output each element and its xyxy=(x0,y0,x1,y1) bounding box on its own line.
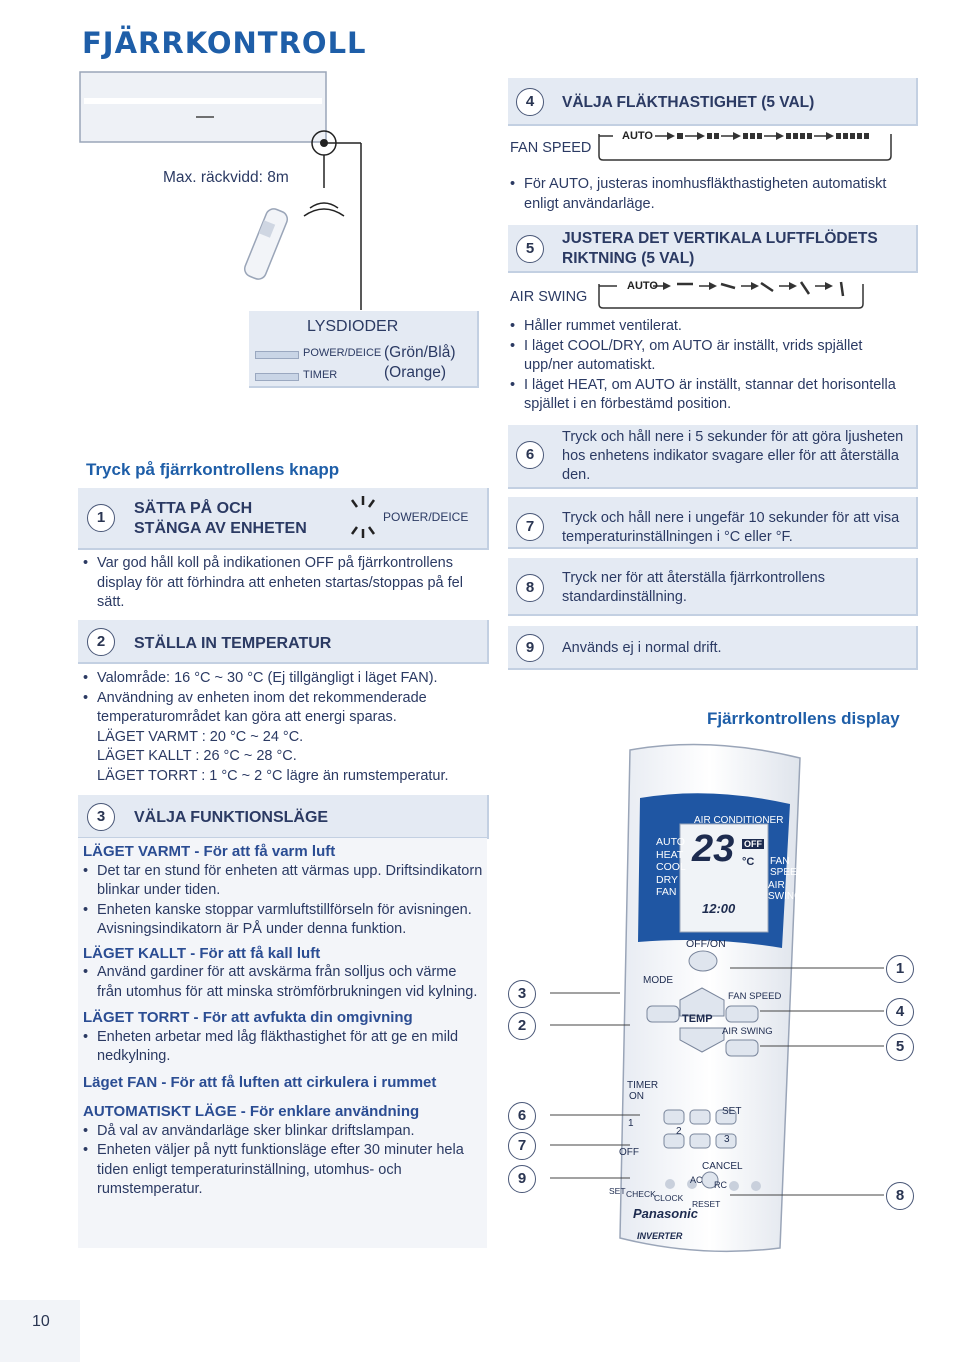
heat-bullet-1: • Det tar en stund för enheten att värmas upp. Driftsindikatorn blinkar under tiden. xyxy=(83,862,483,901)
remote-check-label: CHECK xyxy=(626,1189,656,1199)
remote-air-swing-indicator: AIR SWING xyxy=(768,880,802,902)
remote-temperature: 23 xyxy=(692,828,735,870)
heat-bullet-2: • Enheten kanske stoppar varmluftstillförseln för avisningen. Avisningsindikatorn är PÅ under denna funktion. xyxy=(83,901,483,940)
remote-modes xyxy=(656,836,690,899)
section2-heading: STÄLLA IN TEMPERATUR xyxy=(134,635,332,652)
cool-mode-title: LÄGET KALLT - För att få kall luft xyxy=(83,944,321,962)
section5-bullet-3: • I läget HEAT, om AUTO är inställt, stannar det horisontella spjället i en förbestämd position. xyxy=(510,376,915,415)
section1-bullets xyxy=(83,554,483,613)
power-led-icon xyxy=(255,351,299,359)
section2-dry-range: LÄGET TORRT : 1 °C ~ 2 °C lägre än rumstemperatur. xyxy=(97,767,449,784)
callout-3: 3 xyxy=(508,980,536,1008)
air-swing-label: AIR SWING xyxy=(510,289,588,305)
section6-number: 6 xyxy=(516,441,544,469)
remote-reset-label: RESET xyxy=(692,1199,721,1209)
heat-mode-title: LÄGET VARMT - För att få varm luft xyxy=(83,843,336,860)
air-swing-auto: AUTO xyxy=(627,280,658,292)
remote-fan-speed-indicator: FAN SPEED xyxy=(770,856,804,878)
page-number: 10 xyxy=(32,1313,50,1330)
remote-temp-label: TEMP xyxy=(682,1013,713,1025)
display-heading: Fjärrkontrollens display xyxy=(707,709,900,728)
section2-bullets xyxy=(83,669,483,786)
remote-timer-label: TIMER xyxy=(627,1080,659,1091)
section3-number: 3 xyxy=(87,803,115,831)
callout-5: 5 xyxy=(886,1033,914,1061)
remote-clock-label: CLOCK xyxy=(654,1193,684,1203)
remote-inverter: INVERTER xyxy=(637,1231,683,1241)
section7-text: Tryck och håll nere i ungefär 10 sekunder för att visa temperaturinställningen i °C eller °F. xyxy=(562,510,900,545)
page-title: FJÄRRKONTROLL xyxy=(82,26,367,60)
section2-cool-range: LÄGET KALLT : 26 °C ~ 28 °C. xyxy=(97,748,297,764)
mode-fan: FAN xyxy=(656,886,677,898)
remote-timer-1: 1 xyxy=(628,1118,634,1129)
callout-2: 2 xyxy=(508,1012,536,1040)
remote-timer-on: ON xyxy=(629,1091,644,1102)
section5-bullet-1: • Håller rummet ventilerat. xyxy=(510,317,915,337)
range-label: Max. räckvidd: 8m xyxy=(163,169,289,186)
section4-number: 4 xyxy=(516,88,544,116)
section3-bullets xyxy=(83,838,483,1200)
power-button-icon xyxy=(346,494,380,540)
mode-dry: DRY xyxy=(656,873,678,886)
remote-timer-3: 3 xyxy=(724,1134,730,1145)
remote-set-label: SET xyxy=(722,1106,742,1117)
section2-bullet-2: • Användning av enheten inom det rekommenderade temperaturområdet kan göra att energi sparas. xyxy=(83,689,483,728)
section8-text: Tryck ner för att återställa fjärrkontrollens standardinställning. xyxy=(562,570,825,605)
section5-heading-1: JUSTERA DET VERTIKALA LUFTFLÖDETS xyxy=(562,230,878,247)
callout-4: 4 xyxy=(886,998,914,1026)
section5-number: 5 xyxy=(516,235,544,263)
auto-mode-title: AUTOMATISKT LÄGE - För enklare användning xyxy=(83,1103,420,1120)
fan-mode-title: Läget FAN - För att få luften att cirkulera i rummet xyxy=(83,1073,437,1091)
section4-heading: VÄLJA FLÄKTHASTIGHET (5 VAL) xyxy=(562,94,815,111)
section2-bullet-1: • Valområde: 16 °C ~ 30 °C (Ej tillgängligt i läget FAN). xyxy=(83,669,483,689)
remote-rc-label: RC xyxy=(714,1180,727,1190)
callout-1: 1 xyxy=(886,955,914,983)
section1-button-label: POWER/DEICE xyxy=(383,510,469,524)
remote-cancel-label: CANCEL xyxy=(702,1161,743,1172)
fan-speed-auto: AUTO xyxy=(622,130,653,142)
callout-7: 7 xyxy=(508,1132,536,1160)
section9-number: 9 xyxy=(516,634,544,662)
mode-auto: AUTO xyxy=(656,836,685,848)
timer-led-label: TIMER xyxy=(303,369,338,381)
mode-cool: COOL xyxy=(656,861,686,873)
fan-speed-label: FAN SPEED xyxy=(510,140,592,156)
dry-mode-title: LÄGET TORRT - För att avfukta din omgivning xyxy=(83,1009,413,1026)
auto-bullet-1: • Då val av användarläge sker blinkar driftslampan. xyxy=(83,1122,483,1142)
section5-bullet-2: • I läget COOL/DRY, om AUTO är inställt, vrids spjället upp/ner automatiskt. xyxy=(510,337,915,376)
section7-number: 7 xyxy=(516,513,544,541)
section5-heading-2: RIKTNING (5 VAL) xyxy=(562,250,695,267)
power-led-label: POWER/DEICE xyxy=(303,347,382,359)
timer-led-icon xyxy=(255,373,299,381)
remote-off-indicator: OFF xyxy=(744,839,762,849)
cool-bullet-1: • Använd gardiner för att avskärma från solljus och värme från utomhus för att minska strömförbrukningen vid kylning. xyxy=(83,963,483,1002)
dry-bullet-1: • Enheten arbetar med låg fläkthastighet för att ge en mild nedkylning. xyxy=(83,1028,483,1067)
remote-clock-display: 12:00 xyxy=(702,901,736,916)
mode-heat: HEAT xyxy=(656,848,684,861)
remote-brand: Panasonic xyxy=(633,1206,699,1221)
remote-offon-label: OFF/ON xyxy=(686,938,726,950)
section2-number: 2 xyxy=(87,628,115,656)
section8-number: 8 xyxy=(516,574,544,602)
section9-text: Används ej i normal drift. xyxy=(562,640,722,656)
callout-8: 8 xyxy=(886,1182,914,1210)
remote-timer-2: 2 xyxy=(676,1126,682,1137)
page-number-tab xyxy=(0,1300,80,1362)
callout-6: 6 xyxy=(508,1102,536,1130)
callout-lines xyxy=(530,950,900,1210)
press-heading: Tryck på fjärrkontrollens knapp xyxy=(86,460,340,479)
section1-heading-1: SÄTTA PÅ OCH xyxy=(134,500,253,517)
led-title: LYSDIODER xyxy=(307,318,399,335)
section1-bullet-1: • Var god håll koll på indikationen OFF på fjärrkontrollens display för att förhindra att enheten startas/stoppas på fel sätt. xyxy=(83,554,483,613)
section1-number: 1 xyxy=(87,504,115,532)
remote-air-swing-label: AIR SWING xyxy=(722,1026,773,1037)
section2-heat-range: LÄGET VARMT : 20 °C ~ 24 °C. xyxy=(97,728,304,745)
remote-ac-label: AC xyxy=(690,1175,703,1185)
remote-air-conditioner: AIR CONDITIONER xyxy=(694,815,784,826)
section1-heading-2: STÄNGA AV ENHETEN xyxy=(134,520,307,537)
timer-led-color: (Orange) xyxy=(384,364,447,381)
section3-heading: VÄLJA FUNKTIONSLÄGE xyxy=(134,809,329,826)
power-led-color: (Grön/Blå) xyxy=(384,344,456,361)
remote-temp-unit: °C xyxy=(742,856,755,868)
remote-timer-off: OFF xyxy=(619,1147,639,1158)
section6-text: Tryck och håll nere i 5 sekunder för att göra ljusheten hos enhetens indikator svagare eller för att återställa den. xyxy=(562,429,904,483)
remote-fan-speed-label: FAN SPEED xyxy=(728,991,782,1002)
section5-bullets xyxy=(510,317,915,415)
section4-bullet-1: • För AUTO, justeras inomhusfläkthastigheten automatiskt enligt användarläge. xyxy=(510,175,910,214)
remote-set-small: SET xyxy=(609,1186,626,1196)
auto-bullet-2: • Enheten väljer på nytt funktionsläge efter 30 minuter hela tiden enligt temperaturinställning, utomhus- och rumstemperatur. xyxy=(83,1141,483,1200)
section4-bullets xyxy=(510,175,910,214)
remote-mode-label: MODE xyxy=(643,975,673,986)
callout-9: 9 xyxy=(508,1165,536,1193)
